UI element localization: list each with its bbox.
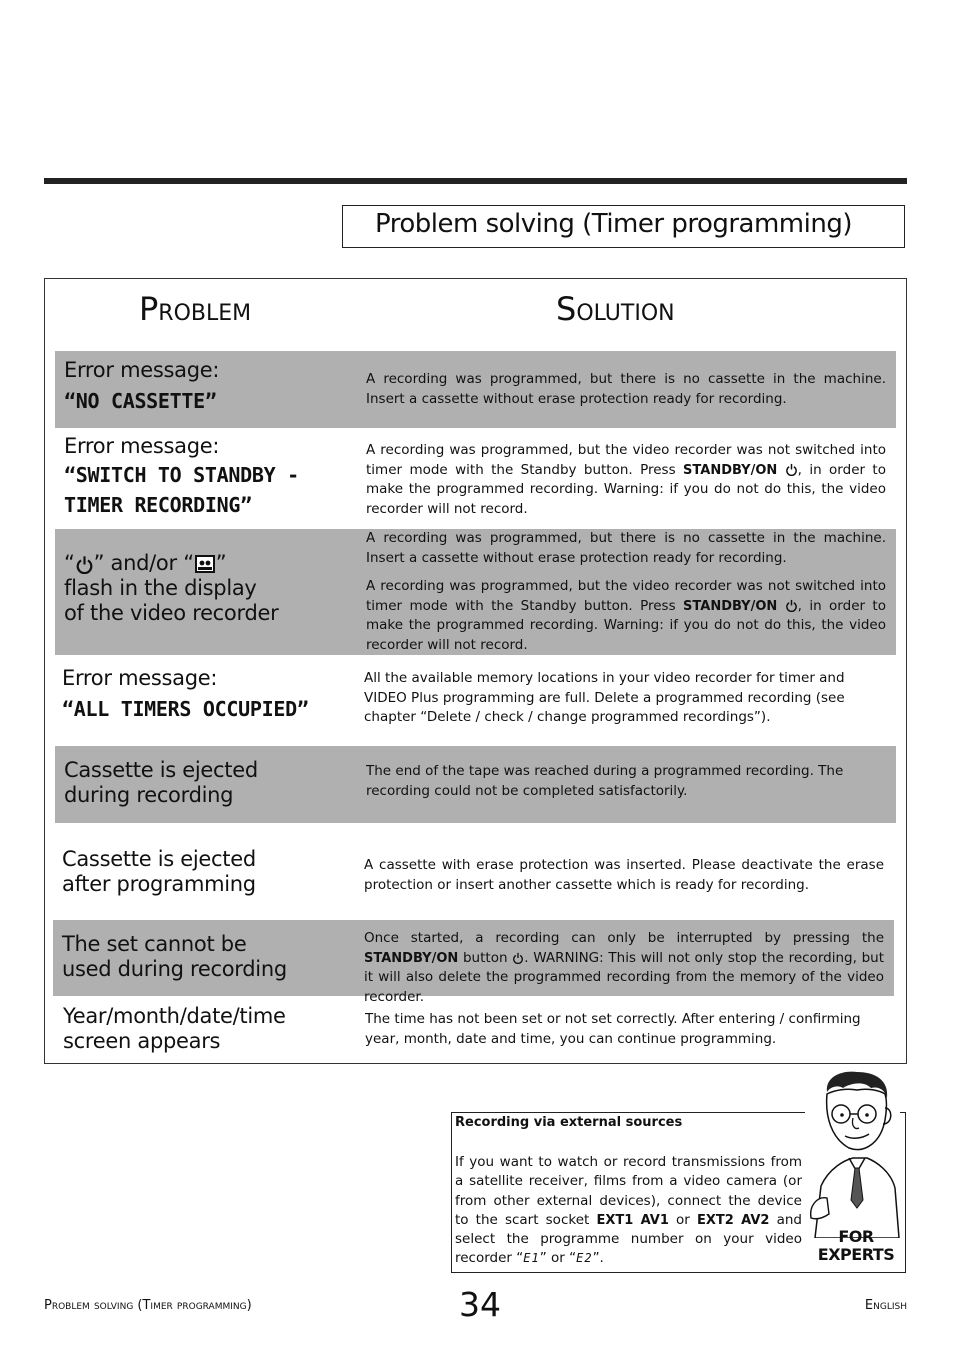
page-title: Problem solving (Timer programming) [375, 209, 852, 239]
table-row [55, 657, 896, 743]
problem-cell: Error message: “ALL TIMERS OCCUPIED” [62, 666, 309, 721]
solution-header: Solution [556, 290, 675, 328]
footer-language: English [864, 1298, 907, 1313]
standby-on-key: STANDBY/ON [364, 950, 459, 966]
top-rule [44, 178, 907, 184]
solution-cell: All the available memory locations in your video recorder for timer and VIDEO Plus programming are full. Delete a programmed recording (see chapter “Delete / check / change programmed recordings”). [364, 670, 845, 725]
solution-cell: The time has not been set or not set correctly. After entering / confirming year, month, date and time, you can continue programming. [365, 1011, 861, 1047]
power-icon [785, 463, 798, 476]
solution-cell: The end of the tape was reached during a programmed recording. The recording could not be completed satisfactorily. [366, 763, 844, 799]
table-row [55, 430, 896, 528]
problem-cell: The set cannot be used during recording [62, 932, 287, 981]
table-row [55, 834, 896, 918]
footer-section-title: Problem solving (Timer programming) [44, 1298, 252, 1313]
standby-on-key: STANDBY/ON [683, 598, 778, 614]
page-number: 34 [459, 1285, 501, 1324]
problem-header: Problem [139, 290, 252, 328]
power-icon [512, 952, 524, 964]
solution-cell: A cassette with erase protection was inserted. Please deactivate the erase protection or insert another cassette which is ready for recording. [364, 857, 884, 893]
solution-cell: A recording was programmed, but the video recorder was not switched into timer mode with the Standby button. Press STANDBY/ON , in order to make the programmed recording. Warning: if you do not do this, the video recorder will not record. [366, 442, 886, 517]
tip-title: Recording via external sources [455, 1115, 683, 1130]
table-row [55, 1000, 896, 1060]
problem-cell: Year/month/date/time screen appears [63, 1004, 286, 1053]
solution-cell: A recording was programmed, but there is no cassette in the machine. Insert a cassette without erase protection ready for recording. A recording was programmed, but the video recorder was not switched into timer mode with the Standby button. Press STANDBY/ON , in order to make the programmed recording. Warning: if you do not do this, the video recorder will not record. [366, 530, 886, 653]
cassette-icon [194, 554, 216, 574]
tip-text: If you want to watch or record transmissions from a satellite receiver, films from a video camera (or from other external devices), connect the device to the scart socket EXT1 AV1 or EXT2 AV2 and select the programme number on your video recorder “E1” or “E2”. [455, 1154, 802, 1267]
power-icon [785, 599, 798, 612]
problem-cell: Cassette is ejected after programming [62, 847, 256, 896]
table-row [55, 746, 896, 823]
page-title-box [342, 205, 905, 248]
power-icon [75, 555, 94, 574]
for-experts-badge: FOR EXPERTS [817, 1227, 895, 1264]
problem-cell: Cassette is ejected during recording [64, 758, 258, 807]
problem-cell: Error message: “SWITCH TO STANDBY - TIMER RECORDING” [64, 434, 299, 517]
problem-cell: “ ” and/or “ ” flash in the display of the video recorder [64, 551, 279, 625]
solution-cell: A recording was programmed, but there is no cassette in the machine. Insert a cassette without erase protection ready for recording. [366, 371, 886, 407]
table-row [53, 920, 894, 1005]
table-row [55, 351, 896, 428]
expert-cartoon-icon [805, 1068, 900, 1238]
table-row [55, 529, 896, 655]
solution-cell: Once started, a recording can only be interrupted by pressing the STANDBY/ON button . WARNING: This will not only stop the recording, but it will also delete the programmed recording from the memory of the video recorder. [364, 930, 885, 1005]
standby-on-key: STANDBY/ON [683, 462, 778, 478]
problem-cell: Error message: “NO CASSETTE” [64, 358, 220, 413]
